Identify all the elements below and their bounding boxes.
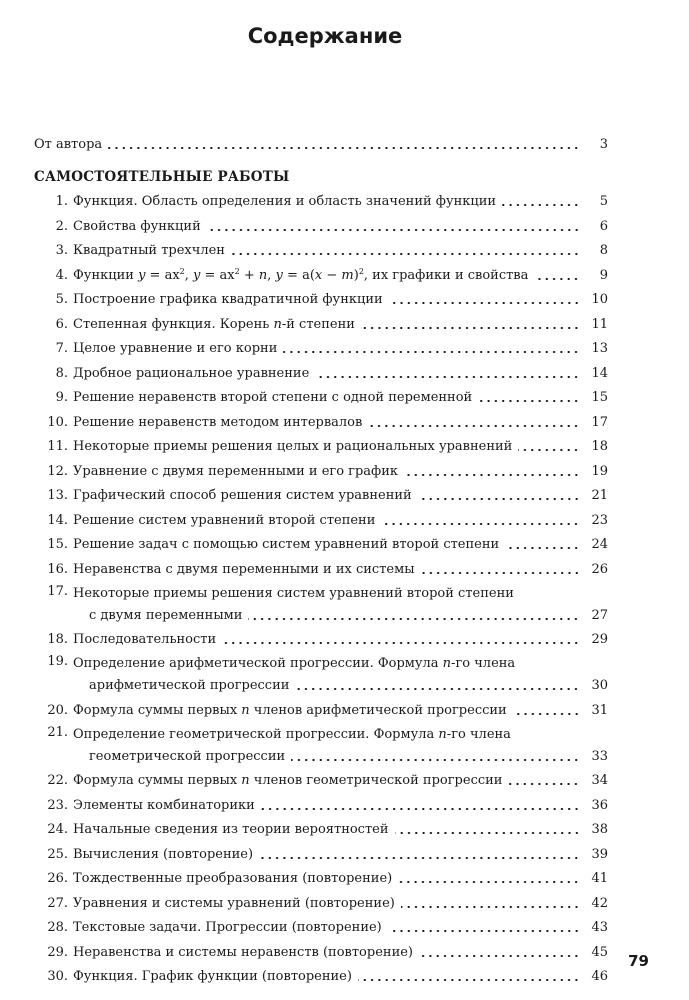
toc-entry[interactable]: [34, 837, 608, 862]
toc-entry-number: 28.: [47, 920, 68, 935]
toc-entry-page: 6: [599, 218, 608, 234]
toc-entry-number: 27.: [47, 895, 68, 911]
toc-entry[interactable]: [34, 577, 608, 623]
toc-entry-page: 41: [591, 871, 608, 886]
toc-entry-title: Вычисления (повторение): [73, 846, 254, 862]
toc-entry-title: Определение арифметической прогрессии. Формула n-го члена: [73, 656, 516, 671]
leader-dots: [502, 204, 580, 206]
leader-dots: [261, 808, 580, 810]
toc-entry-page: 5: [599, 194, 608, 209]
toc-entry[interactable]: [34, 960, 608, 985]
leader-dots: [358, 979, 580, 981]
leader-dots: [401, 906, 580, 908]
toc-entry-title: Функция. График функции (повторение): [73, 969, 352, 984]
toc-entries: [34, 185, 608, 985]
toc-entry-page: 34: [591, 773, 608, 788]
leader-dots: [513, 713, 580, 715]
toc-entry[interactable]: [34, 693, 608, 718]
toc-entry-title: Функция. Область определения и область значений функции: [73, 194, 497, 209]
toc-entry-number: 6.: [55, 316, 68, 332]
toc-entry-title: Некоторые приемы решения целых и рациональных уравнений: [73, 439, 513, 454]
toc-entry-title: Неравенства с двумя переменными и их системы: [73, 561, 415, 577]
leader-dots: [381, 523, 580, 525]
toc-entry-title: Решение неравенств методом интервалов: [73, 414, 363, 430]
toc-entry-page: 13: [591, 341, 608, 356]
toc-entry-page: 15: [591, 390, 608, 405]
toc-entry[interactable]: [34, 454, 608, 479]
toc-entry-title: Графический способ решения систем уравнений: [73, 488, 412, 503]
leader-dots: [518, 449, 580, 451]
toc-entry[interactable]: [34, 862, 608, 887]
leader-dots: [291, 759, 580, 761]
toc-entry[interactable]: [34, 479, 608, 504]
section-heading-text: САМОСТОЯТЕЛЬНЫЕ РАБОТЫ: [34, 168, 290, 185]
toc-entry-number: 30.: [47, 969, 68, 984]
toc-entry-title: Решение систем уравнений второй степени: [73, 512, 376, 528]
page-title: Содержание: [247, 24, 403, 48]
leader-dots: [231, 253, 580, 255]
toc-entry-title: Формула суммы первых n членов арифметической прогрессии: [73, 702, 507, 718]
toc-entry-number: 11.: [47, 439, 68, 454]
toc-entry-number: 10.: [47, 414, 68, 430]
page-number: 79: [628, 952, 649, 970]
toc-entry-number: 18.: [47, 632, 68, 647]
toc-entry-number: 2.: [55, 218, 68, 234]
toc-entry-page: 36: [591, 797, 608, 813]
toc-entry-title: Степенная функция. Корень n-й степени: [73, 316, 355, 332]
toc-entry-page: 14: [591, 365, 608, 381]
leader-dots: [222, 642, 580, 644]
toc-entry-number: 21.: [47, 724, 68, 740]
toc-entry-title: Решение задач с помощью систем уравнений второй степени: [73, 537, 500, 552]
toc-entry-page: 21: [591, 488, 608, 503]
toc-entry[interactable]: [34, 503, 608, 528]
toc-entry-number: 29.: [47, 944, 68, 960]
toc-entry[interactable]: [34, 234, 608, 259]
toc-entry-title: с двумя переменными: [89, 607, 243, 623]
toc-entry-page: 38: [591, 822, 608, 837]
leader-dots: [534, 278, 580, 280]
leader-dots: [505, 547, 580, 549]
toc-entry-page: 30: [591, 678, 608, 693]
toc-entry-number: 24.: [47, 822, 68, 837]
toc-entry[interactable]: [34, 430, 608, 455]
toc-entry[interactable]: [34, 283, 608, 308]
toc-entry-title: Построение графика квадратичной функции: [73, 292, 383, 307]
toc-entry-page: 9: [599, 267, 608, 283]
leader-dots: [395, 832, 580, 834]
toc-entry-title: Неравенства и системы неравенств (повторение): [73, 944, 413, 960]
leader-dots: [248, 618, 580, 620]
toc-entry-number: 17.: [47, 583, 68, 599]
toc-entry-number: 23.: [47, 797, 68, 813]
toc-entry-title: Начальные сведения из теории вероятностей: [73, 822, 389, 837]
toc-entry-page: 29: [591, 632, 608, 647]
toc-entry-page: 19: [591, 463, 608, 479]
toc-entry-number: 8.: [55, 365, 68, 381]
toc-entry-number: 19.: [47, 654, 68, 669]
toc-entry[interactable]: [34, 718, 608, 764]
toc-entry-page: 11: [591, 316, 608, 332]
toc-entry[interactable]: [34, 381, 608, 406]
toc-intro[interactable]: [34, 127, 608, 152]
leader-dots: [478, 400, 580, 402]
toc-entry-page: 24: [591, 537, 608, 552]
toc-entry-number: 3.: [55, 243, 68, 258]
toc-entry-number: 12.: [47, 463, 68, 479]
toc-entry-number: 15.: [47, 537, 68, 552]
toc-entry-title: Уравнения и системы уравнений (повторение): [73, 895, 395, 911]
toc-entry[interactable]: [34, 788, 608, 813]
toc-entry-number: 13.: [47, 488, 68, 503]
toc-entry-title: Квадратный трехчлен: [73, 243, 225, 258]
toc-entry[interactable]: [34, 405, 608, 430]
toc-intro-page: 3: [599, 136, 608, 152]
section-heading: [34, 155, 608, 185]
toc-entry-page: 42: [591, 895, 608, 911]
toc-entry-page: 18: [591, 439, 608, 454]
toc-entry-page: 26: [591, 561, 608, 577]
toc-entry-title: Элементы комбинаторики: [73, 797, 255, 813]
toc-entry-page: 31: [591, 702, 608, 718]
toc-entry-page: 27: [591, 607, 608, 623]
leader-dots: [315, 376, 580, 378]
leader-dots: [419, 955, 580, 957]
toc-entry[interactable]: [34, 258, 608, 283]
toc-entry-title: Формула суммы первых n членов геометрической прогрессии: [73, 773, 503, 788]
toc-entry-page: 46: [591, 969, 608, 984]
toc-entry-number: 16.: [47, 561, 68, 577]
toc-entry-title: Решение неравенств второй степени с одной переменной: [73, 390, 473, 405]
toc-entry[interactable]: [34, 647, 608, 693]
toc-entry-number: 20.: [47, 702, 68, 718]
toc-entry-title: Текстовые задачи. Прогрессии (повторение): [73, 920, 382, 935]
leader-dots: [418, 498, 580, 500]
toc-entry-title: Определение геометрической прогрессии. Формула n-го члена: [73, 726, 511, 742]
toc-entry-number: 5.: [55, 292, 68, 307]
toc-entry-number: 7.: [55, 341, 68, 356]
toc-entry-page: 23: [591, 512, 608, 528]
leader-dots: [398, 881, 580, 883]
leader-dots: [108, 147, 580, 149]
toc-entry[interactable]: [34, 528, 608, 553]
toc-entry-number: 4.: [55, 267, 68, 283]
leader-dots: [295, 688, 580, 690]
toc-entry-title: Тождественные преобразования (повторение): [73, 871, 393, 886]
toc-entry-title: арифметической прогрессии: [89, 678, 290, 693]
toc-entry[interactable]: [34, 209, 608, 234]
toc-entry[interactable]: [34, 332, 608, 357]
leader-dots: [421, 572, 580, 574]
toc-entry[interactable]: [34, 356, 608, 381]
leader-dots: [361, 327, 580, 329]
leader-dots: [404, 474, 580, 476]
toc-entry[interactable]: [34, 552, 608, 577]
toc-entry[interactable]: [34, 911, 608, 936]
toc-entry-page: 8: [599, 243, 608, 258]
toc-entry-page: 39: [591, 846, 608, 862]
toc-entry[interactable]: [34, 307, 608, 332]
toc-entry[interactable]: [34, 764, 608, 789]
toc-entry-title: Дробное рациональное уравнение: [73, 365, 310, 381]
toc-intro-label: От автора: [34, 136, 103, 152]
toc-entry-title: Функции $y = ax^2$, $y = ax^2 + n$, $y = a(x - m)^2$, их графики и свойства: [73, 266, 529, 283]
toc-entry-page: 10: [591, 292, 608, 307]
toc-entry-title: Некоторые приемы решения систем уравнений второй степени: [73, 585, 514, 601]
toc-entry-number: 25.: [47, 846, 68, 862]
toc-entry-number: 22.: [47, 773, 68, 788]
leader-dots: [388, 930, 580, 932]
table-of-contents: [34, 127, 608, 984]
leader-dots: [283, 351, 580, 353]
leader-dots: [389, 302, 580, 304]
toc-entry[interactable]: [34, 623, 608, 648]
toc-entry-page: 43: [591, 920, 608, 935]
toc-entry-page: 17: [591, 414, 608, 430]
toc-entry-number: 14.: [47, 512, 68, 528]
toc-entry-title: геометрической прогрессии: [89, 748, 286, 764]
leader-dots: [259, 857, 580, 859]
toc-entry-page: 45: [591, 944, 608, 960]
toc-entry-number: 26.: [47, 871, 68, 886]
toc-entry[interactable]: [34, 185, 608, 210]
leader-dots: [368, 425, 580, 427]
toc-entry-title: Уравнение с двумя переменными и его график: [73, 463, 398, 479]
toc-entry-number: 1.: [55, 194, 68, 209]
toc-entry-title: Свойства функций: [73, 218, 201, 234]
leader-dots: [207, 229, 580, 231]
leader-dots: [508, 783, 580, 785]
toc-entry-title: Последовательности: [73, 632, 217, 647]
toc-entry[interactable]: [34, 935, 608, 960]
toc-entry[interactable]: [34, 886, 608, 911]
toc-entry-page: 33: [591, 748, 608, 764]
toc-entry-title: Целое уравнение и его корни: [73, 341, 278, 356]
toc-entry[interactable]: [34, 813, 608, 838]
toc-entry-number: 9.: [55, 390, 68, 405]
